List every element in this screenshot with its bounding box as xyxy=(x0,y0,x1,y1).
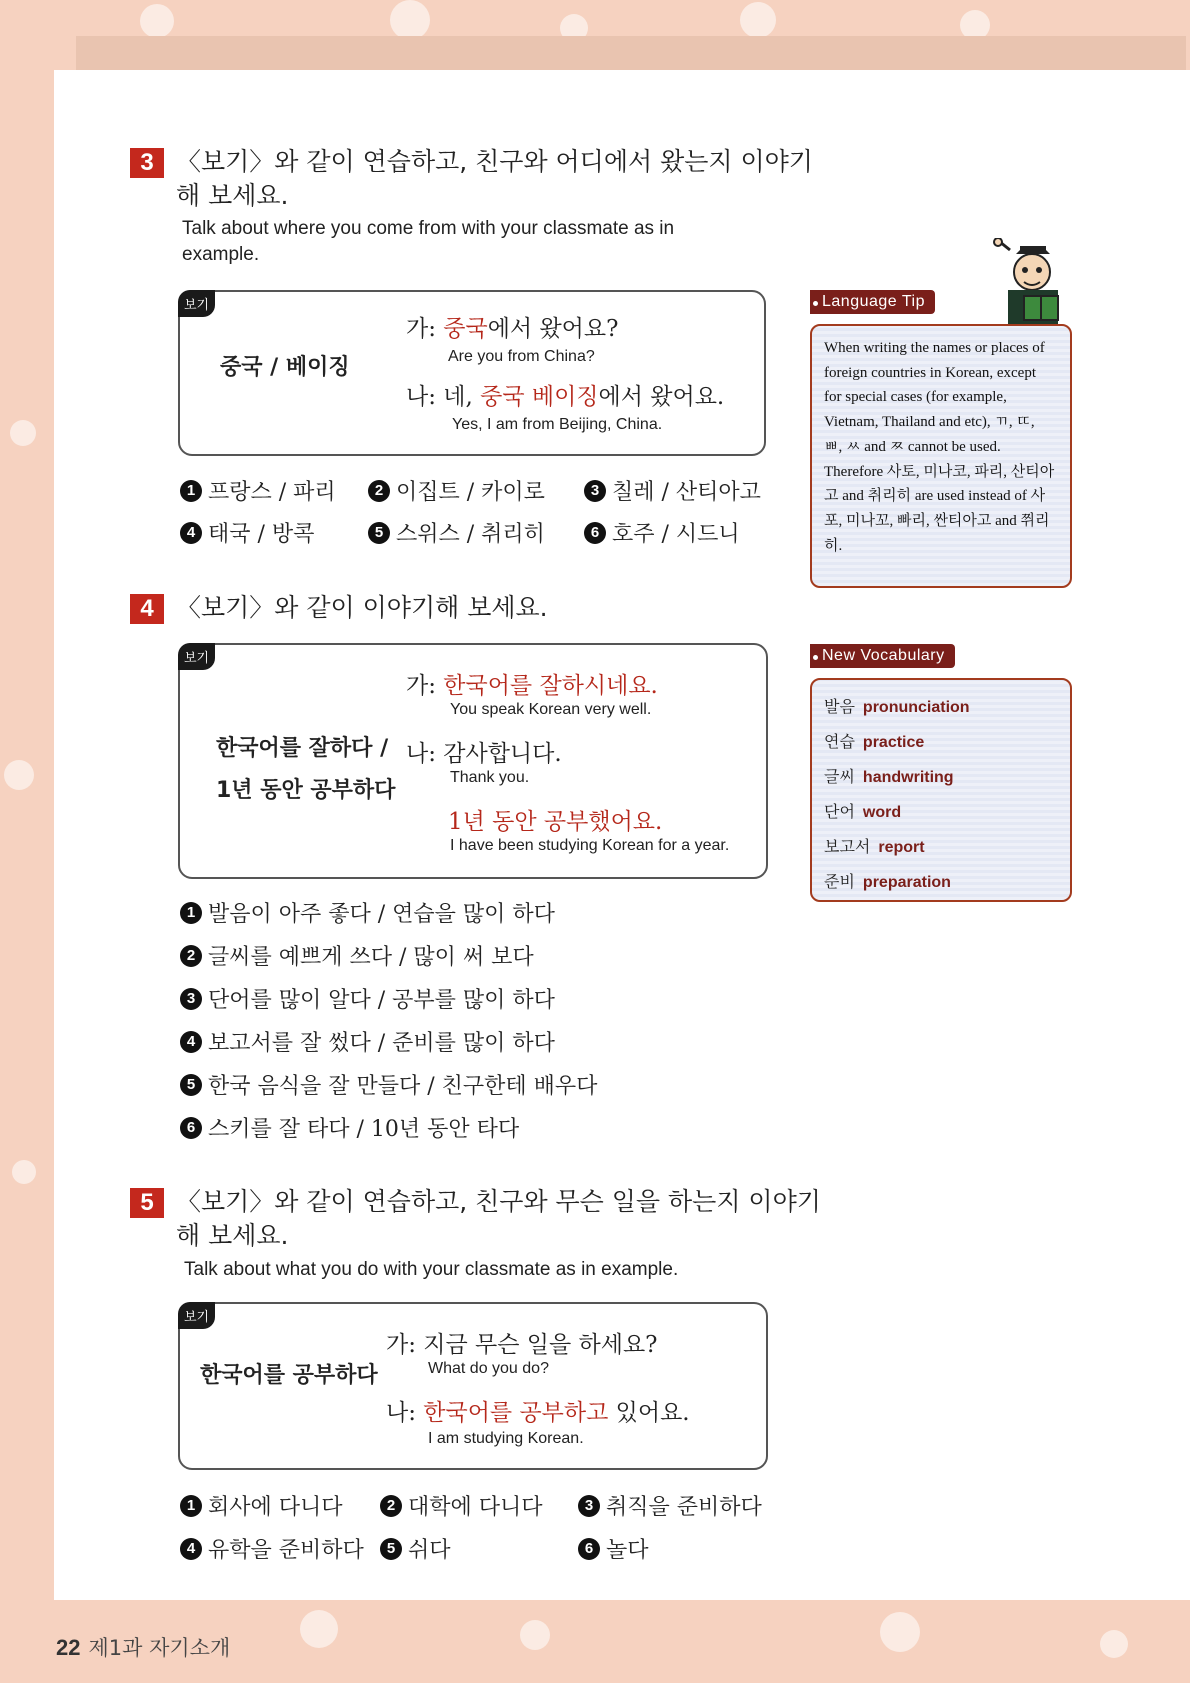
exercise-item: 2 대학에 다니다 xyxy=(380,1490,543,1521)
exercise-instruction: 해 보세요. xyxy=(176,1221,289,1250)
example-keyword: 중국 / 베이징 xyxy=(220,355,350,380)
exercise-item: 1 프랑스 / 파리 xyxy=(180,475,336,506)
language-tip-label: Language Tip xyxy=(810,290,935,314)
language-tip-text: When writing the names or places of foreign countries in Korean, except for special cases (for example, Vietnam, Thailand and etc), ㄲ, ㄸ, ㅃ, ㅆ and ㅉ cannot be used. Therefore 사토, 미나코, 파리, 산티아고 and 취리히 are used instead of 사포, 미나꼬, 빠리, 싼티아고 and 쮜리히. xyxy=(824,340,1055,554)
dialogue-line: 가: 중국에서 왔어요? xyxy=(406,316,619,342)
background-dot xyxy=(4,760,34,790)
teacher-mascot-icon xyxy=(980,238,1070,328)
example-tag: 보기 xyxy=(178,1302,215,1329)
background-dot xyxy=(520,1620,550,1650)
vocab-item: 단어 word xyxy=(824,802,902,821)
background-dot xyxy=(10,420,36,446)
background-dot xyxy=(1100,1630,1128,1658)
dialogue-line: 가: 한국어를 잘하시네요. xyxy=(406,673,658,699)
background-dot xyxy=(390,0,430,40)
new-vocabulary-box xyxy=(810,678,1072,902)
dialogue-line: 나: 한국어를 공부하고 있어요. xyxy=(386,1400,690,1426)
new-vocabulary-label: New Vocabulary xyxy=(810,644,955,668)
exercise-english: Talk about where you come from with your classmate as in xyxy=(182,218,675,239)
dialogue-translation: Yes, I am from Beijing, China. xyxy=(452,416,663,433)
background-dot xyxy=(300,1610,338,1648)
background-dot xyxy=(140,4,174,38)
vocab-item: 발음 pronunciation xyxy=(824,697,970,716)
dialogue-line: 가: 지금 무슨 일을 하세요? xyxy=(386,1332,658,1358)
example-tag: 보기 xyxy=(178,290,215,317)
background-dot xyxy=(880,1612,920,1652)
dialogue-line: 나: 네, 중국 베이징에서 왔어요. xyxy=(406,384,725,410)
exercise-item: 5 스위스 / 취리히 xyxy=(368,517,545,548)
page-number: 22 xyxy=(56,1635,81,1660)
example-tag: 보기 xyxy=(178,643,215,670)
exercise-item: 3 취직을 준비하다 xyxy=(578,1490,762,1521)
vocab-item: 보고서 report xyxy=(824,837,925,856)
language-tip-box xyxy=(810,324,1072,588)
dialogue-translation: You speak Korean very well. xyxy=(450,701,652,718)
exercise-instruction: 해 보세요. xyxy=(176,181,289,210)
background-dot xyxy=(740,2,776,38)
exercise-instruction: 〈보기〉와 같이 연습하고, 친구와 무슨 일을 하는지 이야기 xyxy=(176,1187,821,1216)
example-keyword: 한국어를 잘하다 / xyxy=(216,736,389,761)
exercise-instruction: 〈보기〉와 같이 연습하고, 친구와 어디에서 왔는지 이야기 xyxy=(176,147,813,176)
exercise-item: 3 단어를 많이 알다 / 공부를 많이 하다 xyxy=(180,983,555,1014)
exercise-instruction: 〈보기〉와 같이 이야기해 보세요. xyxy=(176,593,548,622)
dialogue-translation: Thank you. xyxy=(450,769,530,786)
exercise-item: 1 회사에 다니다 xyxy=(180,1490,343,1521)
exercise-item: 1 발음이 아주 좋다 / 연습을 많이 하다 xyxy=(180,897,555,928)
example-keyword: 1년 동안 공부하다 xyxy=(216,778,396,803)
exercise-item: 4 태국 / 방콕 xyxy=(180,517,314,548)
exercise-item: 4 유학을 준비하다 xyxy=(180,1533,364,1564)
vocab-item: 연습 practice xyxy=(824,732,925,751)
exercise-item: 5 한국 음식을 잘 만들다 / 친구한테 배우다 xyxy=(180,1069,597,1100)
exercise-item: 6 호주 / 시드니 xyxy=(584,517,740,548)
exercise-item: 6 스키를 잘 타다 / 10년 동안 타다 xyxy=(180,1112,519,1143)
exercise-item: 6 놀다 xyxy=(578,1533,649,1564)
vocab-item: 준비 preparation xyxy=(824,872,951,891)
exercise-number: 5 xyxy=(130,1188,164,1218)
example-box xyxy=(178,1302,768,1470)
exercise-number: 3 xyxy=(130,148,164,178)
dialogue-line: 1년 동안 공부했어요. xyxy=(448,809,663,835)
exercise-english: example. xyxy=(182,244,260,265)
vocab-item: 글씨 handwriting xyxy=(824,767,954,786)
background-dot xyxy=(12,1160,36,1184)
exercise-english: Talk about what you do with your classmate as in example. xyxy=(184,1259,679,1280)
exercise-item: 5 쉬다 xyxy=(380,1533,451,1564)
exercise-item: 2 글씨를 예쁘게 쓰다 / 많이 써 보다 xyxy=(180,940,534,971)
example-box xyxy=(178,643,768,879)
dialogue-translation: What do you do? xyxy=(428,1360,549,1377)
example-box xyxy=(178,290,766,456)
exercise-number: 4 xyxy=(130,594,164,624)
chapter-title: 제1과 자기소개 xyxy=(88,1636,231,1660)
dialogue-line: 나: 감사합니다. xyxy=(406,741,562,767)
exercise-item: 3 칠레 / 산티아고 xyxy=(584,475,761,506)
dialogue-translation: I am studying Korean. xyxy=(428,1430,584,1447)
dialogue-translation: I have been studying Korean for a year. xyxy=(450,837,730,854)
example-keyword: 한국어를 공부하다 xyxy=(200,1363,378,1388)
exercise-item: 2 이집트 / 카이로 xyxy=(368,475,545,506)
exercise-item: 4 보고서를 잘 썼다 / 준비를 많이 하다 xyxy=(180,1026,555,1057)
page-footer xyxy=(56,1632,230,1662)
dialogue-translation: Are you from China? xyxy=(448,348,595,365)
